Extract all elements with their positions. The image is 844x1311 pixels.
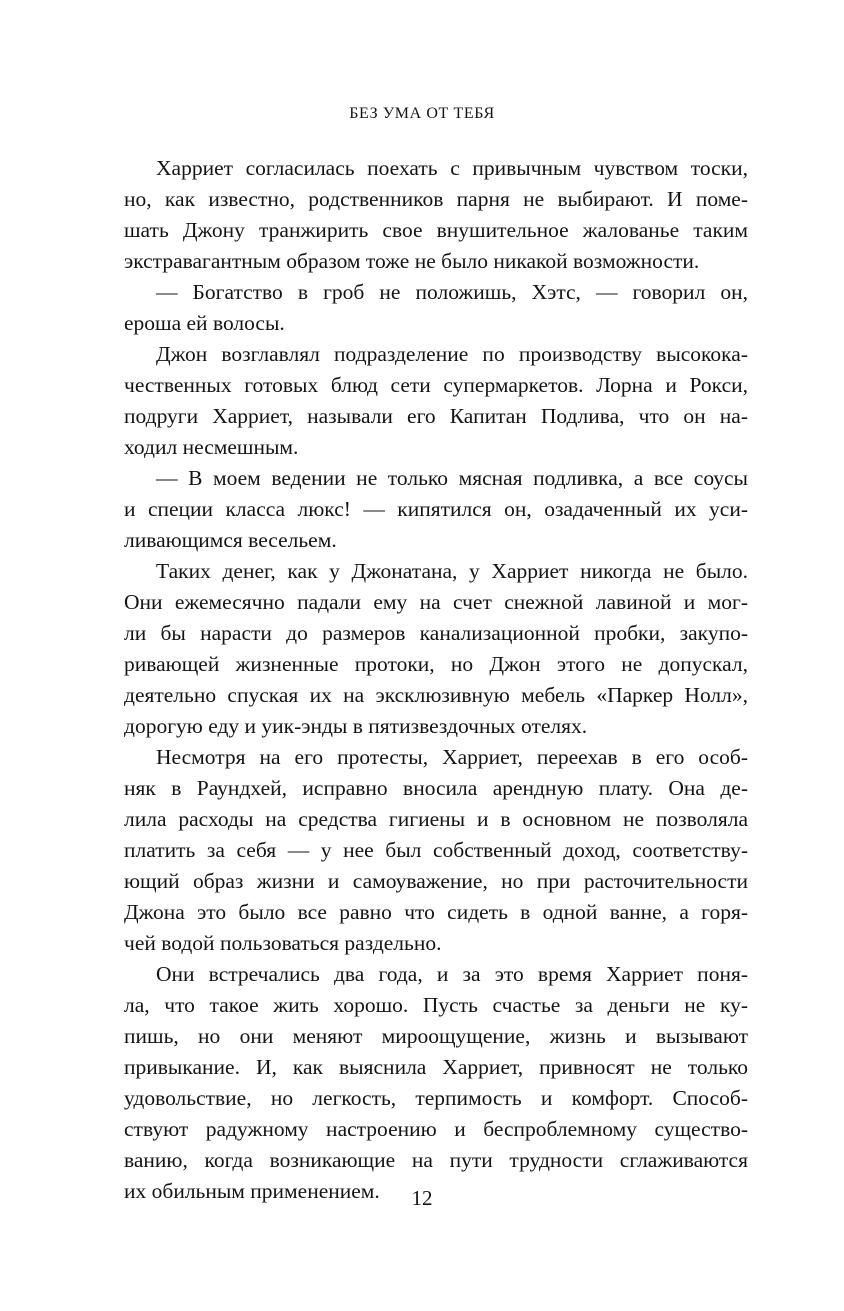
text-line: ливающимся весельем.	[124, 528, 337, 552]
text-line: ющий образ жизни и самоуважение, но при расточительности	[124, 869, 748, 893]
text-line: экстравагантным образом тоже не было никакой возможности.	[124, 249, 700, 273]
paragraph	[124, 463, 748, 556]
text-line: ероша ей волосы.	[124, 311, 285, 335]
text-line: Несмотря на его протесты, Харриет, переехав в его особ-	[156, 745, 748, 769]
text-line: удовольствие, но легкость, терпимость и комфорт. Способ-	[124, 1086, 748, 1110]
text-line: ванию, когда возникающие на пути трудности сглаживаются	[124, 1148, 748, 1172]
paragraph	[124, 277, 748, 339]
text-line: Джон возглавлял подразделение по производству высокока-	[156, 342, 748, 366]
text-line: няк в Раундхей, исправно вносила арендную плату. Она де-	[124, 776, 748, 800]
page-number: 12	[411, 1186, 433, 1210]
paragraph	[124, 339, 748, 463]
text-line: подруги Харриет, называли его Капитан Подлива, что он на-	[124, 404, 748, 428]
text-line: — Богатство в гроб не положишь, Хэтс, — говорил он,	[156, 280, 748, 304]
text-line: платить за себя — у нее был собственный доход, соответству-	[124, 838, 748, 862]
text-line: ходил несмешным.	[124, 435, 299, 459]
text-line: шать Джону транжирить свое внушительное жалованье таким	[124, 218, 748, 242]
text-line: лила расходы на средства гигиены и в основном не позволяла	[124, 807, 748, 831]
text-line: чественных готовых блюд сети супермаркетов. Лорна и Рокси,	[124, 373, 748, 397]
paragraph	[124, 556, 748, 742]
text-line: ствуют радужному настроению и беспроблемному существо-	[124, 1117, 748, 1141]
running-head: БЕЗ УМА ОТ ТЕБЯ	[349, 105, 495, 122]
paragraph	[124, 742, 748, 959]
text-line: пишь, но они меняют мироощущение, жизнь и вызывают	[124, 1024, 748, 1048]
text-line: — В моем ведении не только мясная подливка, а все соусы	[156, 466, 748, 490]
paragraph	[124, 153, 748, 277]
text-line: Джона это было все равно что сидеть в одной ванне, а горя-	[124, 900, 748, 924]
body-text	[124, 153, 748, 1207]
text-line: но, как известно, родственников парня не выбирают. И поме-	[124, 187, 748, 211]
paragraph	[124, 959, 748, 1207]
text-line: ла, что такое жить хорошо. Пусть счастье за деньги не ку-	[124, 993, 748, 1017]
text-line: деятельно спуская их на эксклюзивную мебель «Паркер Нолл»,	[124, 683, 748, 707]
text-line: их обильным применением.	[124, 1179, 380, 1203]
text-line: ли бы нарасти до размеров канализационной пробки, закупо-	[124, 621, 748, 645]
text-line: Таких денег, как у Джонатана, у Харриет никогда не было.	[156, 559, 748, 583]
text-line: Они встречались два года, и за это время Харриет поня-	[156, 962, 748, 986]
text-line: Они ежемесячно падали ему на счет снежной лавиной и мог-	[124, 590, 748, 614]
text-line: ривающей жизненные протоки, но Джон этого не допускал,	[124, 652, 748, 676]
text-line: чей водой пользоваться раздельно.	[124, 931, 442, 955]
text-line: Харриет согласилась поехать с привычным чувством тоски,	[156, 156, 748, 180]
text-line: привыкание. И, как выяснила Харриет, привносят не только	[124, 1055, 748, 1079]
text-line: дорогую еду и уик-энды в пятизвездочных отелях.	[124, 714, 588, 738]
text-line: и специи класса люкс! — кипятился он, озадаченный их уси-	[124, 497, 748, 521]
